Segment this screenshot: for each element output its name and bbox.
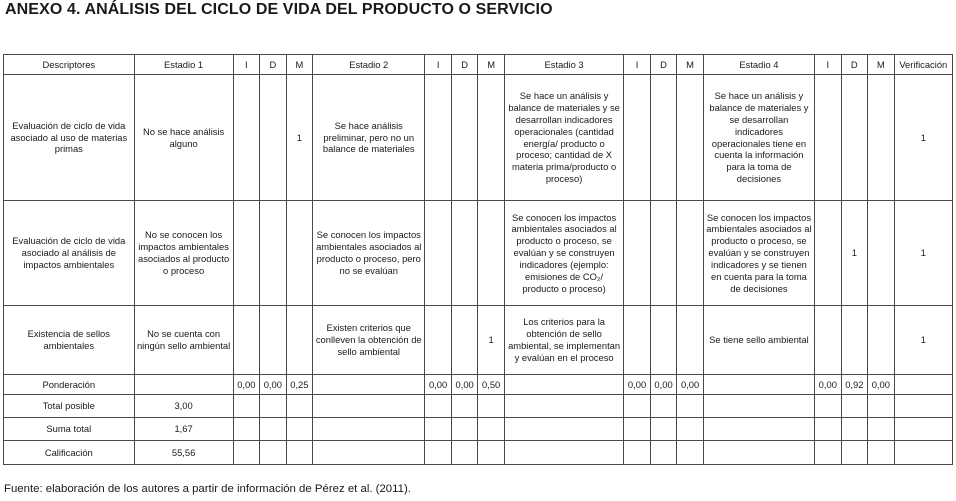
table-cell bbox=[313, 395, 425, 418]
table-cell bbox=[815, 441, 842, 465]
header-cell: D bbox=[260, 55, 287, 75]
table-cell: 0,00 bbox=[624, 375, 651, 395]
table-cell: Calificación bbox=[4, 441, 135, 465]
table-cell bbox=[703, 375, 814, 395]
table-cell bbox=[650, 418, 677, 441]
table-cell bbox=[868, 395, 895, 418]
header-cell: I bbox=[815, 55, 842, 75]
table-cell bbox=[868, 306, 895, 375]
table-cell: Existencia de sellos ambientales bbox=[4, 306, 135, 375]
table-cell: Se conocen los impactos ambientales asociados al producto o proceso, se evalúan y se construyen indicadores y se tienen en cuenta para la toma de decisiones bbox=[703, 201, 814, 306]
table-cell: 0,00 bbox=[677, 375, 704, 395]
table-cell: 1 bbox=[841, 201, 868, 306]
table-cell bbox=[841, 418, 868, 441]
table-cell bbox=[286, 418, 313, 441]
table-cell: 1 bbox=[286, 75, 313, 201]
table-cell bbox=[134, 375, 233, 395]
table-cell: 1 bbox=[894, 75, 952, 201]
table-cell bbox=[286, 201, 313, 306]
table-cell bbox=[451, 75, 478, 201]
header-cell: M bbox=[286, 55, 313, 75]
table-cell bbox=[233, 441, 260, 465]
table-cell bbox=[868, 418, 895, 441]
table-cell bbox=[841, 441, 868, 465]
table-cell bbox=[677, 201, 704, 306]
table-row bbox=[4, 201, 953, 306]
table-cell: Se tiene sello ambiental bbox=[703, 306, 814, 375]
header-cell: Descriptores bbox=[4, 55, 135, 75]
header-cell: Estadio 2 bbox=[313, 55, 425, 75]
table-cell bbox=[451, 395, 478, 418]
table-cell bbox=[313, 441, 425, 465]
table-cell: 0,00 bbox=[425, 375, 452, 395]
table-cell: Existen criterios que conlleven la obtención de sello ambiental bbox=[313, 306, 425, 375]
table-cell bbox=[841, 306, 868, 375]
table-cell: 1 bbox=[478, 306, 505, 375]
table-cell bbox=[677, 441, 704, 465]
table-cell bbox=[841, 395, 868, 418]
header-cell: D bbox=[841, 55, 868, 75]
table-cell bbox=[260, 306, 287, 375]
table-cell bbox=[868, 441, 895, 465]
table-cell bbox=[815, 75, 842, 201]
table-cell bbox=[815, 201, 842, 306]
table-cell bbox=[313, 375, 425, 395]
table-cell bbox=[504, 395, 623, 418]
table-row bbox=[4, 418, 953, 441]
page-title: ANEXO 4. ANÁLISIS DEL CICLO DE VIDA DEL PRODUCTO O SERVICIO bbox=[5, 1, 553, 18]
table-cell: Ponderación bbox=[4, 375, 135, 395]
table-cell bbox=[425, 306, 452, 375]
table-cell bbox=[624, 75, 651, 201]
table-row bbox=[4, 395, 953, 418]
table-cell bbox=[815, 306, 842, 375]
table-cell: No se hace análisis alguno bbox=[134, 75, 233, 201]
table-cell bbox=[624, 395, 651, 418]
table-cell bbox=[425, 201, 452, 306]
table-cell: 1 bbox=[894, 201, 952, 306]
table-cell bbox=[451, 201, 478, 306]
table-cell bbox=[286, 441, 313, 465]
table-cell bbox=[425, 418, 452, 441]
table-cell bbox=[703, 418, 814, 441]
table-cell bbox=[286, 395, 313, 418]
table-cell: No se conocen los impactos ambientales asociados al producto o proceso bbox=[134, 201, 233, 306]
table-cell bbox=[260, 441, 287, 465]
table-cell bbox=[650, 201, 677, 306]
table-cell bbox=[260, 75, 287, 201]
table-cell bbox=[894, 395, 952, 418]
table-cell bbox=[260, 418, 287, 441]
header-cell: M bbox=[868, 55, 895, 75]
header-cell: Estadio 3 bbox=[504, 55, 623, 75]
table-cell: 0,00 bbox=[451, 375, 478, 395]
table-cell bbox=[478, 441, 505, 465]
table-cell bbox=[425, 75, 452, 201]
table-cell: 0,00 bbox=[868, 375, 895, 395]
table-cell bbox=[260, 201, 287, 306]
table-cell: 3,00 bbox=[134, 395, 233, 418]
table-cell bbox=[815, 418, 842, 441]
table-cell bbox=[233, 306, 260, 375]
table-cell: 0,00 bbox=[815, 375, 842, 395]
table-cell bbox=[286, 306, 313, 375]
header-cell: D bbox=[650, 55, 677, 75]
table-cell bbox=[478, 201, 505, 306]
table-cell bbox=[425, 441, 452, 465]
table-cell bbox=[624, 441, 651, 465]
header-cell: I bbox=[624, 55, 651, 75]
table-cell bbox=[650, 441, 677, 465]
header-cell: M bbox=[677, 55, 704, 75]
table-cell bbox=[677, 306, 704, 375]
table-cell bbox=[451, 418, 478, 441]
table-cell bbox=[478, 75, 505, 201]
table-cell: 0,00 bbox=[233, 375, 260, 395]
table-cell: 0,50 bbox=[478, 375, 505, 395]
table-cell: 0,92 bbox=[841, 375, 868, 395]
table-cell bbox=[894, 441, 952, 465]
table-cell bbox=[233, 75, 260, 201]
header-cell: D bbox=[451, 55, 478, 75]
table-cell: Se hace un análisis y balance de materiales y se desarrollan indicadores operacionales (cantidad energía/ producto o proceso; cantidad de X materia prima/producto o proceso) bbox=[504, 75, 623, 201]
table-cell bbox=[894, 375, 952, 395]
table-cell bbox=[650, 75, 677, 201]
table-cell bbox=[233, 201, 260, 306]
table-cell bbox=[624, 418, 651, 441]
header-cell: M bbox=[478, 55, 505, 75]
table-cell: 0,00 bbox=[650, 375, 677, 395]
table-cell bbox=[478, 418, 505, 441]
header-cell: Estadio 4 bbox=[703, 55, 814, 75]
table-row bbox=[4, 375, 953, 395]
table-cell: Se hace análisis preliminar, pero no un balance de materiales bbox=[313, 75, 425, 201]
table-cell: 55,56 bbox=[134, 441, 233, 465]
table-header-row bbox=[4, 55, 953, 75]
table-cell: Se hace un análisis y balance de materiales y se desarrollan indicadores operacionales tiene en cuenta la información para la toma de decisiones bbox=[703, 75, 814, 201]
table-cell bbox=[504, 418, 623, 441]
table-cell bbox=[451, 306, 478, 375]
header-cell: Verificación bbox=[894, 55, 952, 75]
header-cell: I bbox=[425, 55, 452, 75]
table-cell bbox=[504, 375, 623, 395]
table-cell bbox=[504, 441, 623, 465]
table-cell bbox=[868, 75, 895, 201]
table-cell bbox=[841, 75, 868, 201]
table-cell bbox=[260, 395, 287, 418]
table-cell: No se cuenta con ningún sello ambiental bbox=[134, 306, 233, 375]
table-cell: 0,00 bbox=[260, 375, 287, 395]
table-cell bbox=[815, 395, 842, 418]
table-cell bbox=[624, 201, 651, 306]
table-cell bbox=[677, 395, 704, 418]
table-cell: Los criterios para la obtención de sello ambiental, se implementan y evalúan en el proceso bbox=[504, 306, 623, 375]
table-cell: 0,25 bbox=[286, 375, 313, 395]
table-cell: Evaluación de ciclo de vida asociado al análisis de impactos ambientales bbox=[4, 201, 135, 306]
table-cell: Suma total bbox=[4, 418, 135, 441]
header-cell: Estadio 1 bbox=[134, 55, 233, 75]
table-cell: 1 bbox=[894, 306, 952, 375]
table-cell: Se conocen los impactos ambientales asociados al producto o proceso, pero no se evalúan bbox=[313, 201, 425, 306]
table-row bbox=[4, 75, 953, 201]
table-cell bbox=[624, 306, 651, 375]
table-cell bbox=[677, 75, 704, 201]
table-cell bbox=[677, 418, 704, 441]
table-cell bbox=[313, 418, 425, 441]
table-cell bbox=[451, 441, 478, 465]
table-cell: Se conocen los impactos ambientales asociados al producto o proceso, se evalúan y se construyen indicadores (ejemplo: emisiones de CO₂/ producto o proceso) bbox=[504, 201, 623, 306]
table-cell bbox=[233, 418, 260, 441]
header-cell: I bbox=[233, 55, 260, 75]
table-cell bbox=[650, 395, 677, 418]
table-cell bbox=[425, 395, 452, 418]
table-cell bbox=[703, 395, 814, 418]
table-cell: Evaluación de ciclo de vida asociado al uso de materias primas bbox=[4, 75, 135, 201]
table-cell bbox=[868, 201, 895, 306]
table-cell bbox=[478, 395, 505, 418]
table-row bbox=[4, 306, 953, 375]
table-cell bbox=[894, 418, 952, 441]
table-cell bbox=[233, 395, 260, 418]
table-cell: Total posible bbox=[4, 395, 135, 418]
life-cycle-table bbox=[3, 54, 953, 465]
table-cell bbox=[650, 306, 677, 375]
table-cell: 1,67 bbox=[134, 418, 233, 441]
table-cell bbox=[703, 441, 814, 465]
source-note: Fuente: elaboración de los autores a partir de información de Pérez et al. (2011). bbox=[4, 483, 411, 495]
table-row bbox=[4, 441, 953, 465]
